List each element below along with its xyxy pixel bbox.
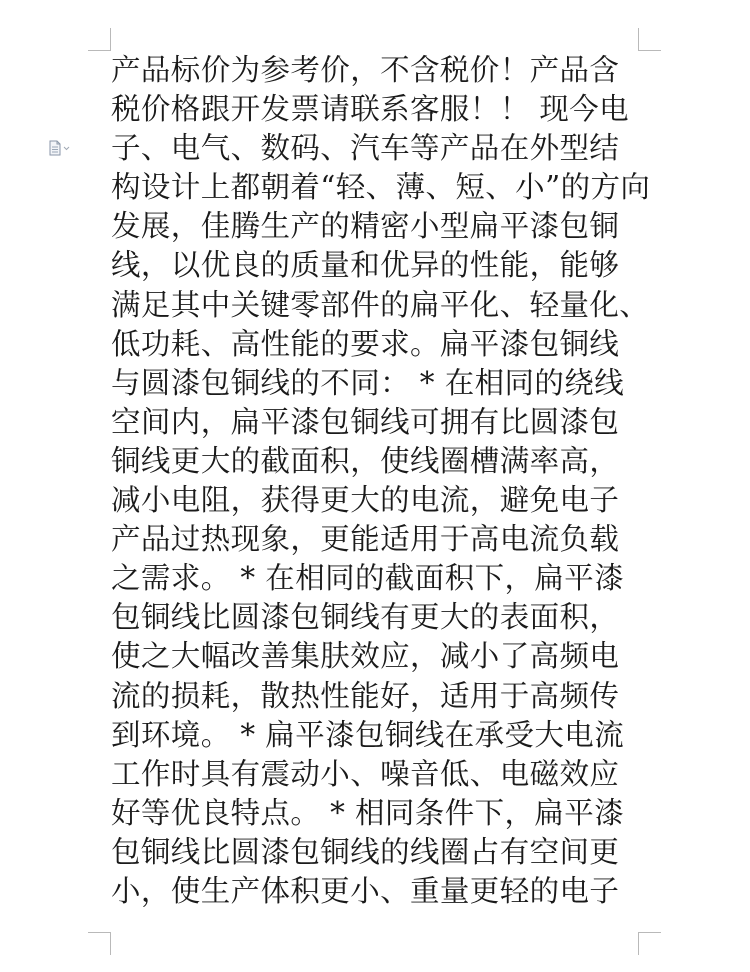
crop-mark-bottom-right-v: [638, 932, 639, 955]
crop-mark-bottom-right-h: [638, 932, 661, 933]
text-line: 产品标价为参考价，不含税价！产品含: [111, 53, 620, 87]
text-line: 使之大幅改善集肤效应，减小了高频电: [111, 639, 620, 674]
crop-mark-top-left-h: [88, 50, 111, 51]
text-line: 低功耗、高性能的要求。扁平漆包铜线: [111, 326, 620, 361]
text-line: 发展，佳腾生产的精密小型扁平漆包铜: [111, 209, 620, 244]
text-line: 减小电阻，获得更大的电流，避免电子: [111, 483, 620, 518]
crop-mark-bottom-left-v: [110, 932, 111, 955]
text-line: 包铜线比圆漆包铜线有更大的表面积，: [111, 600, 620, 635]
text-line: 产品过热现象，更能适用于高电流负载: [111, 522, 620, 557]
text-line: 线，以优良的质量和优异的性能，能够: [111, 248, 620, 283]
crop-mark-top-right-v: [638, 28, 639, 51]
text-line: 工作时具有震动小、噪音低、电磁效应: [111, 756, 620, 791]
crop-mark-bottom-left-h: [88, 932, 111, 933]
text-line: 到环境。 * 扁平漆包铜线在承受大电流: [111, 717, 625, 752]
text-line: 铜线更大的截面积，使线圈槽满率高，: [111, 443, 620, 478]
crop-mark-top-left-v: [110, 28, 111, 51]
text-line: 流的损耗，散热性能好，适用于高频传: [111, 678, 620, 713]
text-line: 构设计上都朝着“轻、薄、短、小”的方向: [111, 170, 651, 205]
text-line: 包铜线比圆漆包铜线的线圈占有空间更: [111, 834, 620, 869]
document-icon[interactable]: [48, 140, 74, 156]
text-line: 之需求。 * 在相同的截面积下，扁平漆: [111, 561, 625, 596]
text-line: 税价格跟开发票请联系客服！！ 现今电: [111, 92, 630, 127]
text-line: 小，使生产体积更小、重量更轻的电子: [111, 873, 620, 908]
text-line: 好等优良特点。 * 相同条件下，扁平漆: [111, 795, 625, 830]
text-line: 空间内，扁平漆包铜线可拥有比圆漆包: [111, 404, 620, 439]
text-line: 子、电气、数码、汽车等产品在外型结: [111, 131, 620, 166]
text-line: 满足其中关键零部件的扁平化、轻量化、: [111, 287, 650, 322]
text-line: 与圆漆包铜线的不同： * 在相同的绕线: [111, 365, 625, 400]
document-body: [111, 51, 651, 911]
